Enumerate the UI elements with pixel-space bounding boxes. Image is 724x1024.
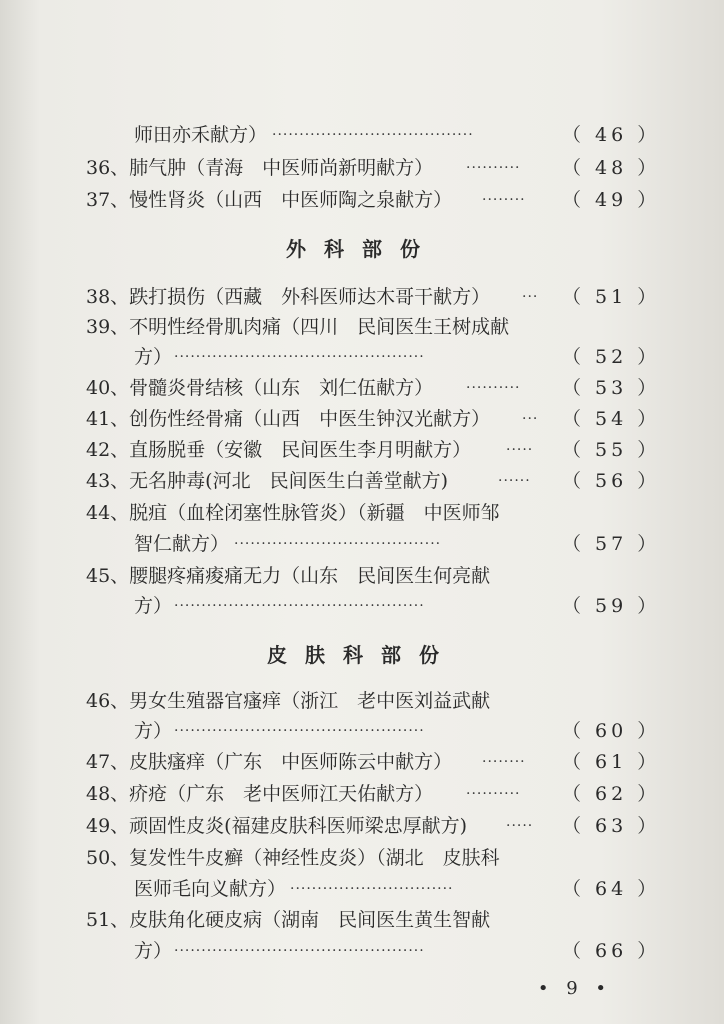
entry-page: （ 48 ） <box>562 157 661 179</box>
entry-text: 智仁献方） <box>134 533 230 555</box>
entry-page: （ 56 ） <box>562 470 661 492</box>
leader-dots: ······ <box>498 473 531 489</box>
entry-text: 42、直肠脱垂（安徽 民间医生李月明献方） <box>86 439 472 461</box>
toc-entry <box>134 936 661 966</box>
entry-text: 方） <box>134 940 173 962</box>
leader-dots: ··· <box>522 411 539 427</box>
toc-entry <box>134 874 661 904</box>
entry-page: （ 66 ） <box>562 940 661 962</box>
entry-page: （ 63 ） <box>562 815 661 837</box>
toc-entry <box>86 185 661 215</box>
toc-entry <box>86 466 661 496</box>
entry-text: 41、创伤性经骨痛（山西 中医生钟汉光献方） <box>86 408 491 430</box>
leader-dots: ·············································· <box>174 598 425 614</box>
entry-text: 方） <box>134 720 173 742</box>
section-heading-surgery: 外科部份 <box>286 237 438 261</box>
leader-dots: ·········· <box>466 160 521 176</box>
toc-entry <box>86 747 661 777</box>
entry-page: （ 64 ） <box>562 878 661 900</box>
leader-dots: ··· <box>522 289 539 305</box>
entry-page: （ 54 ） <box>562 408 661 430</box>
toc-entry <box>134 591 661 621</box>
leader-dots: ······························ <box>290 881 454 897</box>
entry-text: 47、皮肤瘙痒（广东 中医师陈云中献方） <box>86 751 453 773</box>
section-heading-dermatology: 皮肤科部份 <box>267 643 457 667</box>
entry-text: 师田亦禾献方） <box>134 124 268 146</box>
entry-text: 43、无名肿毒(河北 民间医生白善堂献方) <box>86 470 449 492</box>
entry-text: 50、复发性牛皮癣（神经性皮炎）（湖北 皮肤科 <box>86 847 500 869</box>
leader-dots: ·············································· <box>174 943 425 959</box>
leader-dots: ·········· <box>466 786 521 802</box>
entry-text: 37、慢性肾炎（山西 中医师陶之泉献方） <box>86 189 453 211</box>
entry-page: （ 51 ） <box>562 286 661 308</box>
entry-text: 48、疥疮（广东 老中医师江天佑献方） <box>86 783 434 805</box>
entry-page: （ 46 ） <box>562 124 661 146</box>
entry-page: （ 49 ） <box>562 189 661 211</box>
toc-entry <box>134 529 661 559</box>
toc-entry <box>86 686 626 716</box>
toc-entry <box>86 312 626 342</box>
leader-dots: ·········· <box>466 380 521 396</box>
toc-entry <box>134 342 661 372</box>
toc-entry <box>86 404 661 434</box>
toc-entry <box>134 716 661 746</box>
toc-entry <box>86 811 661 841</box>
leader-dots: ····· <box>506 818 534 834</box>
entry-text: 39、不明性经骨肌肉痛（四川 民间医生王树成献 <box>86 316 510 338</box>
toc-entry <box>134 120 661 150</box>
leader-dots: ·············································· <box>174 349 425 365</box>
leader-dots: ······································ <box>234 536 442 552</box>
toc-entry <box>86 843 626 873</box>
entry-page: （ 52 ） <box>562 346 661 368</box>
leader-dots: ····································· <box>272 127 474 143</box>
entry-page: （ 55 ） <box>562 439 661 461</box>
entry-page: （ 59 ） <box>562 595 661 617</box>
entry-text: 36、肺气肿（青海 中医师尚新明献方） <box>86 157 434 179</box>
entry-text: 45、腰腿疼痛痠痛无力（山东 民间医生何亮献 <box>86 565 491 587</box>
entry-text: 医师毛向义献方） <box>134 878 287 900</box>
leader-dots: ········ <box>482 754 526 770</box>
entry-text: 49、顽固性皮炎(福建皮肤科医师梁忠厚献方) <box>86 815 468 837</box>
entry-page: （ 53 ） <box>562 377 661 399</box>
page-number: • 9 • <box>537 978 613 999</box>
toc-entry <box>86 373 661 403</box>
toc-entry <box>86 498 626 528</box>
entry-page: （ 60 ） <box>562 720 661 742</box>
toc-entry <box>86 561 626 591</box>
leader-dots: ·············································· <box>174 723 425 739</box>
entry-text: 51、皮肤角化硬皮病（湖南 民间医生黄生智献 <box>86 909 491 931</box>
entry-page: （ 61 ） <box>562 751 661 773</box>
entry-text: 方） <box>134 595 173 617</box>
entry-text: 方） <box>134 346 173 368</box>
entry-page: （ 57 ） <box>562 533 661 555</box>
entry-text: 44、脱疽（血栓闭塞性脉管炎）（新疆 中医师邹 <box>86 502 500 524</box>
entry-text: 40、骨髓炎骨结核（山东 刘仁伍献方） <box>86 377 434 399</box>
toc-entry <box>86 282 661 312</box>
entry-text: 46、男女生殖器官瘙痒（浙江 老中医刘益武献 <box>86 690 491 712</box>
toc-entry <box>86 779 661 809</box>
leader-dots: ····· <box>506 442 534 458</box>
entry-page: （ 62 ） <box>562 783 661 805</box>
toc-entry <box>86 435 661 465</box>
toc-entry <box>86 153 661 183</box>
toc-entry <box>86 905 626 935</box>
entry-text: 38、跌打损伤（西藏 外科医师达木哥干献方） <box>86 286 491 308</box>
leader-dots: ········ <box>482 192 526 208</box>
